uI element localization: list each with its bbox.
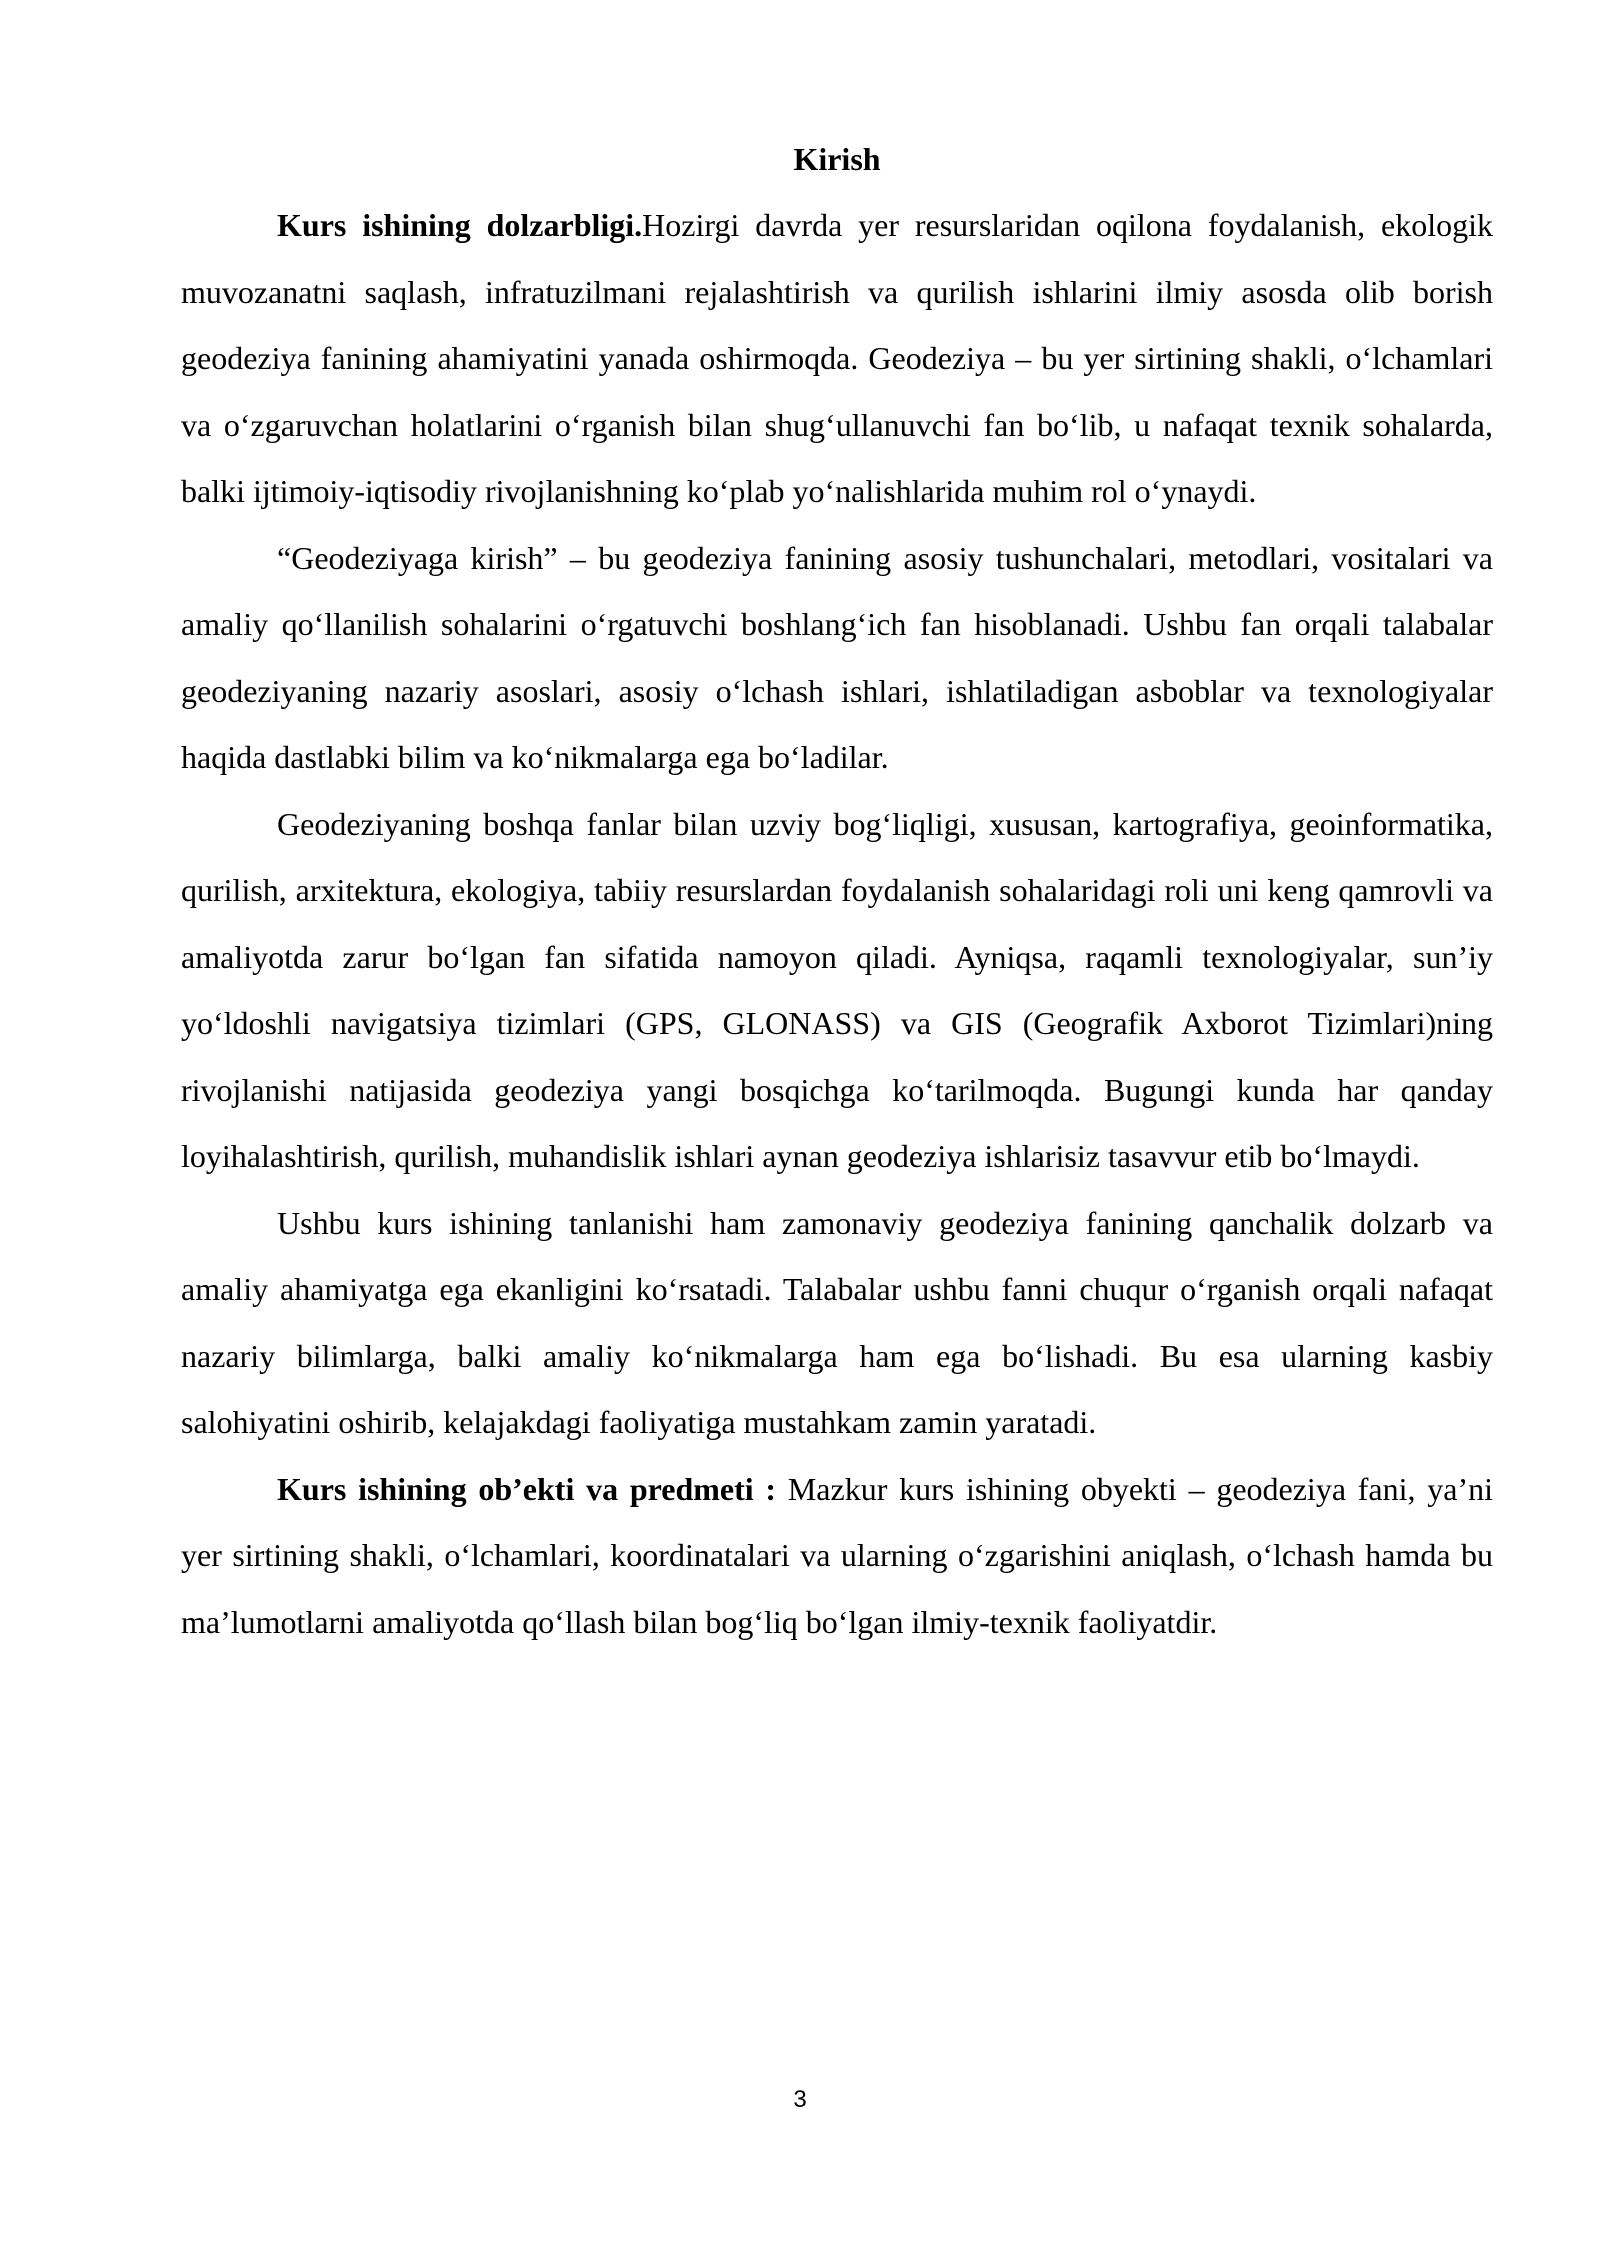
paragraph-text: “Geodeziyaga kirish” – bu geodeziya fanining asosiy tushunchalari, metodlari, vositalari va amaliy qo‘llanilish sohalarini o‘rgatuvchi boshlang‘ich fan hisoblanadi. Ushbu fan orqali talabalar geodeziyaning nazariy asoslari, asosiy o‘lchash ishlari, ishlatiladigan asboblar va texnologiyalar haqida dastlabki bilim va ko‘nikmalarga ega bo‘ladilar. <box>181 539 1493 775</box>
paragraph-lead: Kurs ishining dolzarbligi. <box>277 207 643 243</box>
paragraph-course-choice <box>181 1190 1493 1456</box>
page-number: 3 <box>793 2086 807 2113</box>
paragraph-text: Ushbu kurs ishining tanlanishi ham zamonaviy geodeziya fanining qanchalik dolzarb va amaliy ahamiyatga ega ekanligini ko‘rsatadi. Talabalar ushbu fanni chuqur o‘rganish orqali nafaqat nazariy bilimlarga, balki amaliy ko‘nikmalarga ham ega bo‘lishadi. Bu esa ularning kasbiy salohiyatini oshirib, kelajakdagi faoliyatiga mustahkam zamin yaratadi. <box>181 1204 1493 1440</box>
paragraph-text: Hozirgi davrda yer resurslaridan oqilona foydalanish, ekologik muvozanatni saqlash, infratuzilmani rejalashtirish va qurilish ishlarini ilmiy asosda olib borish geodeziya fanining ahamiyatini yanada oshirmoqda. Geodeziya – bu yer sirtining shakli, o‘lchamlari va o‘zgaruvchan holatlarini o‘rganish bilan shug‘ullanuvchi fan bo‘lib, u nafaqat texnik sohalarda, balki ijtimoiy-iqtisodiy rivojlanishning ko‘plab yo‘nalishlarida muhim rol o‘ynaydi. <box>181 207 1494 509</box>
paragraph-intro-course <box>181 525 1493 791</box>
paragraph-relevance <box>181 192 1493 525</box>
page-title: Kirish <box>793 141 881 177</box>
paragraph-lead: Kurs ishining ob’ekti va predmeti : <box>277 1470 777 1507</box>
paragraph-text: Mazkur kurs ishining obyekti – geodeziya fani, ya’ni yer sirtining shakli, o‘lchamlari, koordinatalari va ularning o‘zgarishini aniqlash, o‘lchash hamda bu ma’lumotlarni amaliyotda qo‘llash bilan bog‘liq bo‘lgan ilmiy-texnik faoliyatdir. <box>181 1470 1494 1640</box>
paragraph-object-subject <box>181 1456 1493 1656</box>
paragraph-text: Geodeziyaning boshqa fanlar bilan uzviy bog‘liqligi, xususan, kartografiya, geoinformatika, qurilish, arxitektura, ekologiya, tabiiy resurslardan foydalanish sohalaridagi roli uni keng qamrovli va amaliyotda zarur bo‘lgan fan sifatida namoyon qiladi. Ayniqsa, raqamli texnologiyalar, sun’iy yo‘ldoshli navigatsiya tizimlari (GPS, GLONASS) va GIS (Geografik Axborot Tizimlari)ning rivojlanishi natijasida geodeziya yangi bosqichga ko‘tarilmoqda. Bugungi kunda har qanday loyihalashtirish, qurilish, muhandislik ishlari aynan geodeziya ishlarisiz tasavvur etib bo‘lmaydi. <box>181 805 1493 1174</box>
paragraph-interdisciplinary <box>181 791 1493 1190</box>
page-content <box>181 126 1493 1655</box>
